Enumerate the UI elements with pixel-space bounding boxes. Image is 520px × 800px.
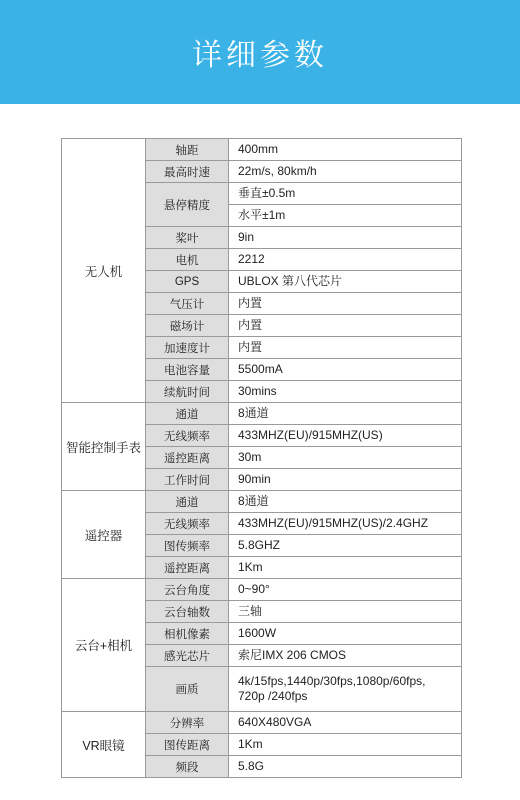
spec-key: GPS xyxy=(146,271,229,293)
page-title: 详细参数 xyxy=(192,38,328,73)
spec-key: 桨叶 xyxy=(146,227,229,249)
spec-key: 电池容量 xyxy=(146,359,229,381)
spec-value: 400mm xyxy=(229,139,462,161)
spec-key: 感光芯片 xyxy=(146,645,229,667)
spec-key: 续航时间 xyxy=(146,381,229,403)
spec-row xyxy=(62,579,462,601)
spec-key: 分辨率 xyxy=(146,712,229,734)
header-banner xyxy=(0,0,520,104)
spec-value: 8通道 xyxy=(229,491,462,513)
spec-value: 8通道 xyxy=(229,403,462,425)
section-category: 无人机 xyxy=(62,139,146,403)
spec-key: 云台轴数 xyxy=(146,601,229,623)
spec-value: 1600W xyxy=(229,623,462,645)
spec-key: 无线频率 xyxy=(146,425,229,447)
spec-key: 工作时间 xyxy=(146,469,229,491)
spec-key: 相机像素 xyxy=(146,623,229,645)
spec-key: 遥控距离 xyxy=(146,447,229,469)
spec-value: 433MHZ(EU)/915MHZ(US)/2.4GHZ xyxy=(229,513,462,535)
spec-key: 最高时速 xyxy=(146,161,229,183)
section-category: 智能控制手表 xyxy=(62,403,146,491)
spec-value: 5.8GHZ xyxy=(229,535,462,557)
spec-value: 索尼IMX 206 CMOS xyxy=(229,645,462,667)
spec-value: 22m/s, 80km/h xyxy=(229,161,462,183)
spec-value-line: 4k/15fps,1440p/30fps,1080p/60fps, xyxy=(238,674,426,688)
spec-key: 无线频率 xyxy=(146,513,229,535)
spec-key: 电机 xyxy=(146,249,229,271)
spec-key: 通道 xyxy=(146,491,229,513)
spec-value: UBLOX 第八代芯片 xyxy=(229,271,462,293)
spec-row xyxy=(62,491,462,513)
section-category: 云台+相机 xyxy=(62,579,146,712)
spec-value: 内置 xyxy=(229,315,462,337)
spec-value: 640X480VGA xyxy=(229,712,462,734)
spec-key: 图传距离 xyxy=(146,734,229,756)
spec-value-line: 720p /240fps xyxy=(238,689,308,703)
spec-value: 433MHZ(EU)/915MHZ(US) xyxy=(229,425,462,447)
spec-value: 0~90° xyxy=(229,579,462,601)
spec-value xyxy=(229,667,462,712)
spec-row xyxy=(62,139,462,161)
spec-value: 9in xyxy=(229,227,462,249)
spec-key: 磁场计 xyxy=(146,315,229,337)
spec-value: 30mins xyxy=(229,381,462,403)
spec-key: 频段 xyxy=(146,756,229,778)
spec-key: 云台角度 xyxy=(146,579,229,601)
spec-value: 5500mA xyxy=(229,359,462,381)
spec-value: 内置 xyxy=(229,337,462,359)
spec-value: 2212 xyxy=(229,249,462,271)
spec-key: 通道 xyxy=(146,403,229,425)
spec-table xyxy=(61,138,462,778)
spec-key: 画质 xyxy=(146,667,229,712)
spec-value: 三轴 xyxy=(229,601,462,623)
spec-value: 垂直±0.5m xyxy=(229,183,462,205)
spec-row xyxy=(62,712,462,734)
spec-key: 遥控距离 xyxy=(146,557,229,579)
spec-key: 轴距 xyxy=(146,139,229,161)
spec-value: 1Km xyxy=(229,557,462,579)
section-category: VR眼镜 xyxy=(62,712,146,778)
spec-key: 悬停精度 xyxy=(146,183,229,227)
spec-value: 30m xyxy=(229,447,462,469)
spec-key: 气压计 xyxy=(146,293,229,315)
spec-key: 加速度计 xyxy=(146,337,229,359)
spec-value: 1Km xyxy=(229,734,462,756)
spec-value: 内置 xyxy=(229,293,462,315)
spec-key: 图传频率 xyxy=(146,535,229,557)
spec-value: 5.8G xyxy=(229,756,462,778)
section-category: 遥控器 xyxy=(62,491,146,579)
spec-value: 90min xyxy=(229,469,462,491)
spec-row xyxy=(62,403,462,425)
spec-value: 水平±1m xyxy=(229,205,462,227)
